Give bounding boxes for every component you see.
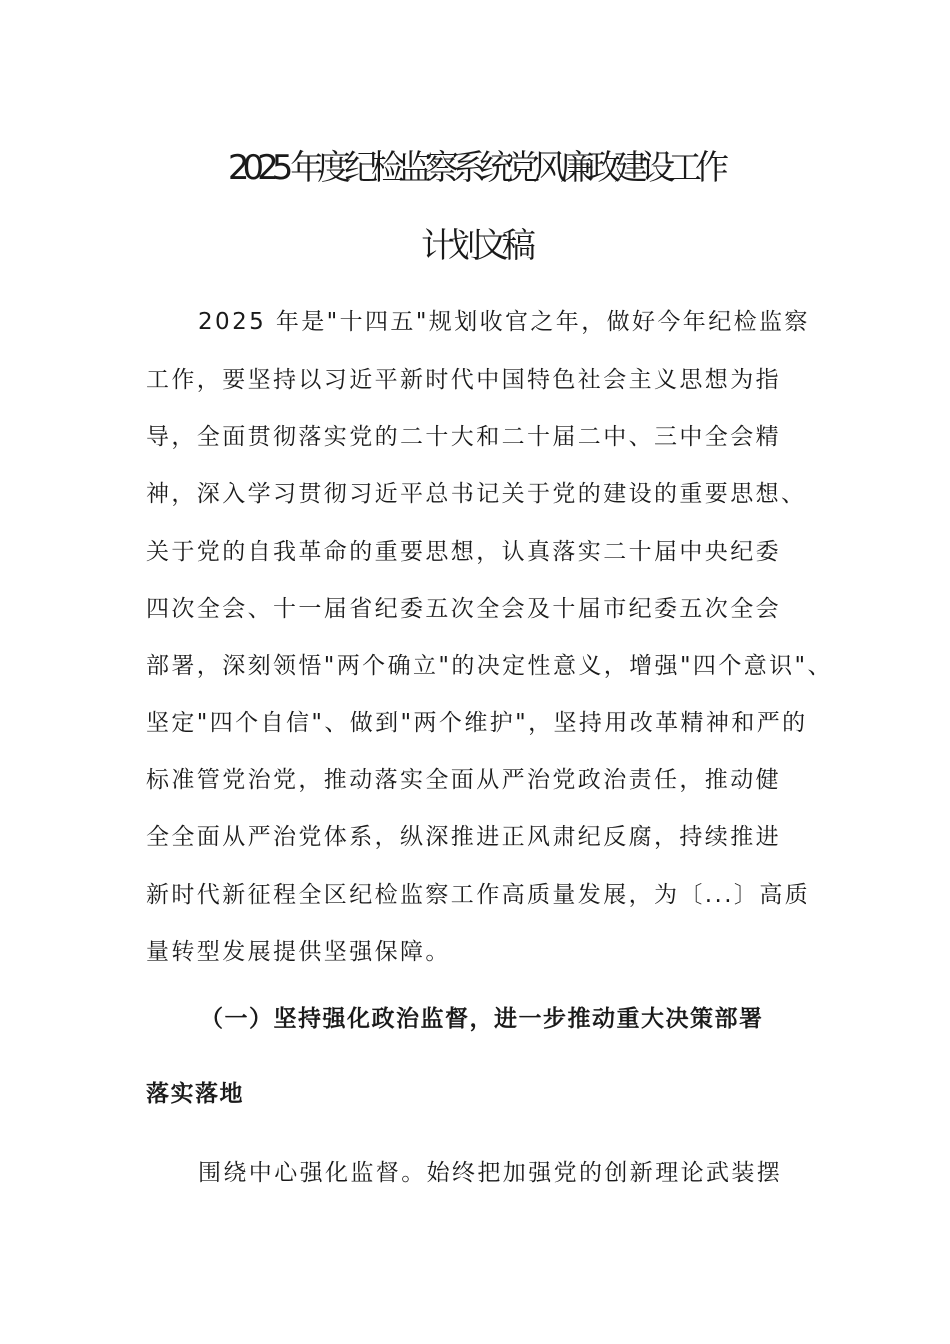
intro-line-5: 关于党的自我革命的重要思想，认真落实二十届中央纪委 [146,539,781,565]
section-paragraph-line-1: 围绕中心强化监督。始终把加强党的创新理论武装摆 [198,1160,783,1186]
intro-line-12: 量转型发展提供坚强保障。 [146,939,451,965]
intro-line-1: 2025 年是"十四五"规划收官之年，做好今年纪检监察 [198,309,810,335]
intro-line-6: 四次全会、十一届省纪委五次全会及十届市纪委五次全会 [146,596,781,622]
document-title-line-1: 2025 年度纪检监察系统党风廉政建设工作 [227,148,723,188]
section-heading-line-1: （一）坚持强化政治监督，进一步推动重大决策部署 [200,1006,764,1032]
intro-line-9: 标准管党治党，推动落实全面从严治党政治责任，推动健 [146,767,781,793]
document-title-line-2: 计划文稿 [421,226,529,266]
intro-line-11: 新时代新征程全区纪检监察工作高质量发展，为〔...〕高质 [146,882,811,908]
intro-line-2: 工作，要坚持以习近平新时代中国特色社会主义思想为指 [146,367,781,393]
intro-line-7: 部署，深刻领悟"两个确立"的决定性意义，增强"四个意识"、 [146,653,833,679]
intro-line-8: 坚定"四个自信"、做到"两个维护"，坚持用改革精神和严的 [146,710,808,736]
intro-line-10: 全全面从严治党体系，纵深推进正风肃纪反腐，持续推进 [146,824,781,850]
intro-line-3: 导，全面贯彻落实党的二十大和二十届二中、三中全会精 [146,424,781,450]
section-heading-line-2: 落实落地 [146,1081,244,1107]
intro-line-4: 神，深入学习贯彻习近平总书记关于党的建设的重要思想、 [146,481,807,507]
